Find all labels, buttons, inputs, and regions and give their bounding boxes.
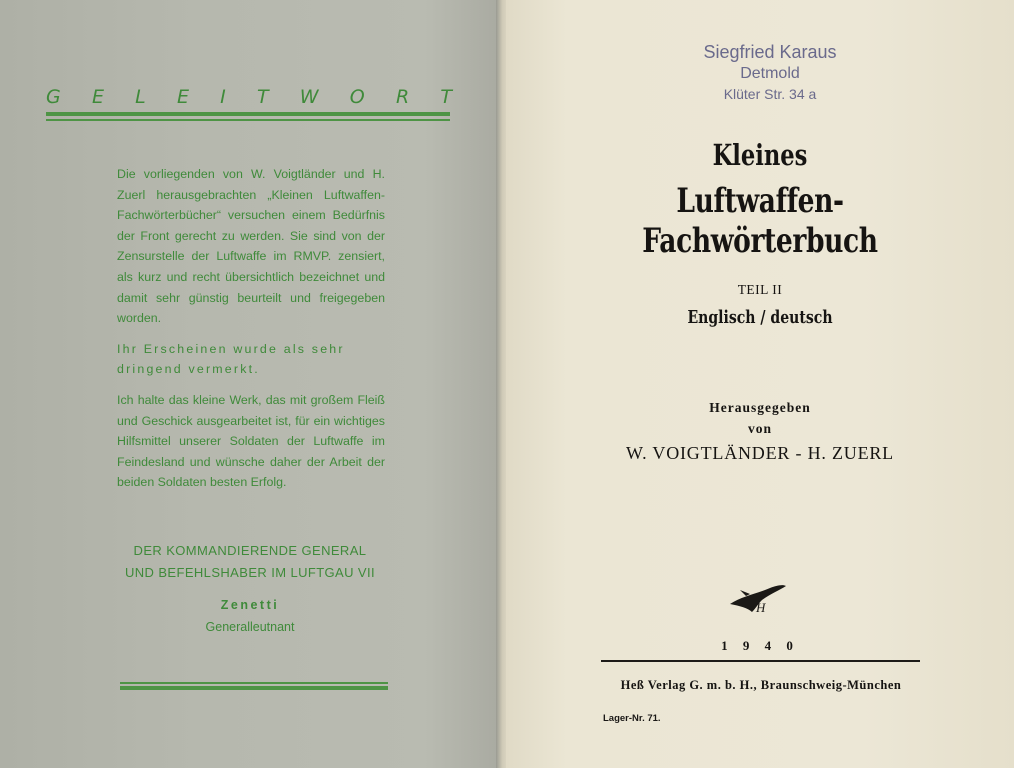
heading-letter: T (256, 86, 269, 108)
heading-letter: R (395, 86, 410, 108)
lager-number: Lager-Nr. 71. (603, 713, 661, 724)
geleitwort-heading (46, 86, 452, 108)
owner-stamp-city: Detmold (740, 65, 800, 82)
heading-letter: I (220, 86, 226, 108)
signature-title-2: UND BEFEHLSHABER IM LUFTGAU VII (124, 565, 376, 580)
heading-letter: E (91, 86, 104, 108)
publisher-name: Heß Verlag G. m. b. H., Braunschweig-München (620, 678, 902, 692)
footer-rule-thin (120, 682, 388, 684)
publisher-rule (601, 660, 920, 662)
title-line-1: Kleines (712, 138, 808, 172)
publisher-emblem-icon (726, 582, 790, 622)
foreword-text (117, 164, 385, 503)
foreword-paragraph: Die vorliegenden von W. Voigtländer und H. Zuerl herausgebrachten „Kleinen Luftwaffen-Fachwörterbücher“ versuchen einem Bedürfnis der Front gerecht zu werden. Sie sind von der Zensurstelle der Luftwaffe im RMVP. zensiert, als kurz und recht übersichtlich bezeichnet und damit sehr günstig beurteilt und freigegeben worden. (117, 167, 385, 326)
owner-stamp-name: Siegfried Karaus (703, 42, 837, 62)
heading-letter: L (135, 86, 146, 108)
edited-by-label: Herausgegeben (709, 400, 811, 415)
title-line-2: Luftwaffen-Fachwörterbuch (642, 181, 878, 261)
owner-stamp-street: Klüter Str. 34 a (723, 86, 817, 102)
left-page (0, 0, 500, 768)
heading-rule-thin (46, 119, 450, 121)
foreword-paragraph: Ich halte das kleine Werk, das mit großem Fleiß und Geschick ausgearbeitet ist, für ein wichtiges Hilfsmittel unserer Soldaten der Luftwaffe im Feindesland und wünsche daher der Arbeit der beiden Soldaten besten Erfolg. (117, 392, 385, 490)
svg-text:H: H (756, 600, 766, 615)
footer-rule-thick (120, 686, 388, 690)
heading-letter: E (176, 86, 189, 108)
heading-letter: T (440, 86, 452, 108)
signature-rank: Generalleutnant (205, 620, 295, 634)
heading-letter: W (299, 86, 319, 108)
authors: W. VOIGTLÄNDER - H. ZUERL (626, 443, 894, 463)
heading-rule-thick (46, 112, 450, 116)
publication-year: 1 9 4 0 (721, 638, 799, 653)
signature-title-1: DER KOMMANDIERENDE GENERAL (133, 543, 367, 558)
von-label: von (747, 421, 772, 436)
signature-name: Zenetti (220, 598, 280, 612)
subtitle-language: Englisch / deutsch (687, 307, 833, 328)
foreword-paragraph: Ihr Erscheinen wurde als sehr dringend vermerkt. (117, 341, 345, 377)
heading-letter: G (46, 86, 61, 108)
heading-letter: O (349, 86, 365, 108)
part-label: TEIL II (737, 282, 783, 297)
